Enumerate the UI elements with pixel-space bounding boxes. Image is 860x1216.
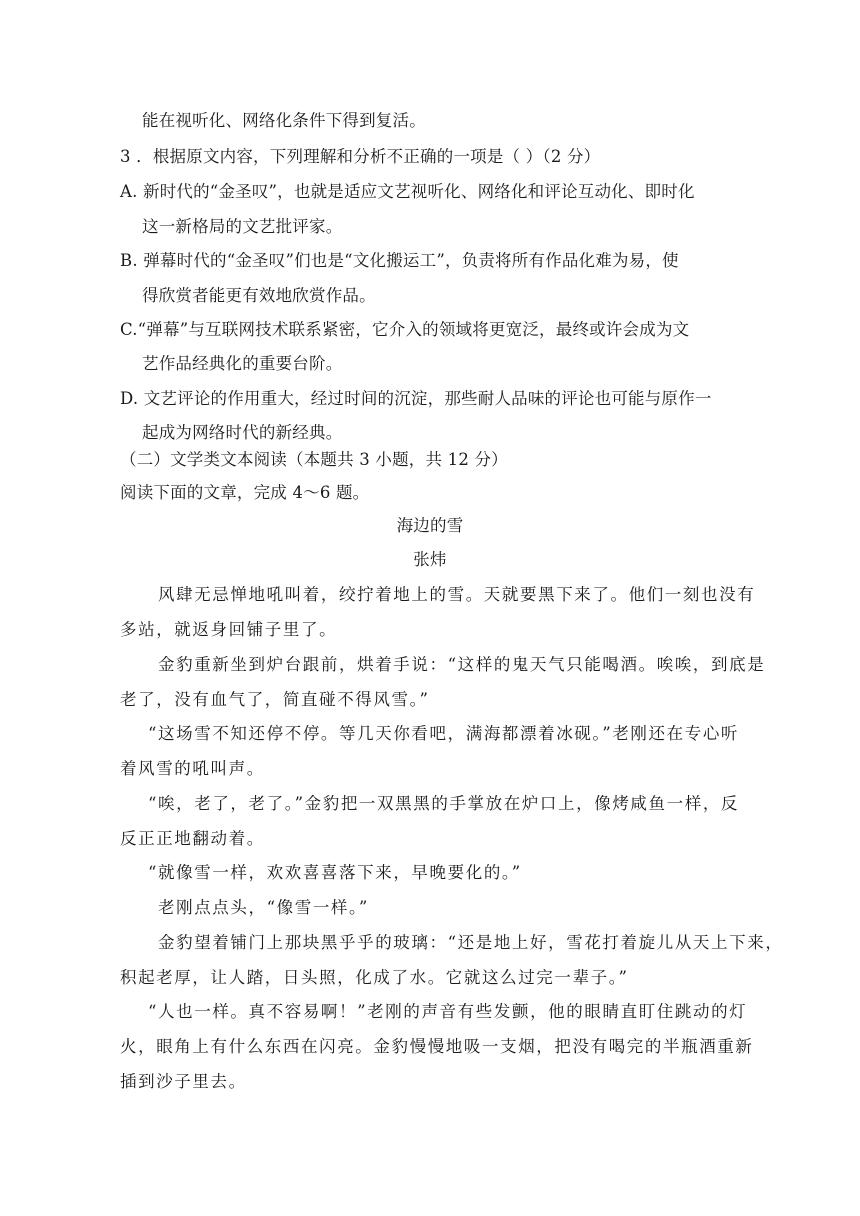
story-paragraph-line: 老了，没有血气了，简直碰不得风雪。” [120, 690, 430, 709]
story-paragraph-line: 风肆无忌惮地吼叫着，绞拧着地上的雪。天就要黑下来了。他们一刻也没有 [158, 585, 756, 604]
text-line: 能在视听化、网络化条件下得到复活。 [142, 111, 426, 130]
story-title: 海边的雪 [396, 516, 464, 535]
story-paragraph-line: “这场雪不知还停不停。等几天你看吧，满海都漂着冰砚。”老刚还在专心听 [148, 724, 740, 743]
story-paragraph-line: 老刚点点头，“像雪一样。” [158, 898, 369, 917]
story-paragraph-line: 火，眼角上有什么东西在闪亮。金豹慢慢地吸一支烟，把没有喝完的半瓶酒重新 [120, 1037, 754, 1056]
story-paragraph-line: “人也一样。真不容易啊！”老刚的声音有些发颤，他的眼睛直盯住跳动的灯 [148, 1002, 748, 1021]
story-author: 张炜 [413, 550, 447, 569]
option-b-line-1: B. 弹幕时代的“金圣叹”们也是“文化搬运工”，负责将所有作品化难为易，使 [120, 251, 679, 270]
story-paragraph-line: 多站，就返身回铺子里了。 [120, 620, 338, 639]
option-d-line-2: 起成为网络时代的新经典。 [142, 423, 343, 442]
option-d-line-1: D. 文艺评论的作用重大，经过时间的沉淀，那些耐人品味的评论也可能与原作一 [120, 389, 712, 408]
story-paragraph-line: “唉，老了，老了。”金豹把一双黑黑的手掌放在炉口上，像烤咸鱼一样，反 [148, 794, 740, 813]
option-c-line-1: C.“弹幕”与互联网技术联系紧密，它介入的领域将更宽泛，最终或许会成为文 [120, 320, 690, 339]
option-c-line-2: 艺作品经典化的重要台阶。 [142, 354, 343, 373]
story-paragraph-line: 着风雪的吼叫声。 [120, 759, 265, 778]
story-paragraph-line: “就像雪一样，欢欢喜喜落下来，早晚要化的。” [148, 863, 522, 882]
question-3-stem: 3 ．根据原文内容，下列理解和分析不正确的一项是（ ）（2 分） [120, 147, 601, 166]
option-b-line-2: 得欣赏者能更有效地欣赏作品。 [142, 286, 376, 305]
story-paragraph-line: 积起老厚，让人踏，日头照，化成了水。它就这么过完一辈子。” [120, 968, 629, 987]
reading-instruction: 阅读下面的文章，完成 4～6 题。 [120, 483, 370, 502]
story-paragraph-line: 金豹望着铺门上那块黑乎乎的玻璃：“还是地上好，雪花打着旋儿从天上下来， [158, 933, 784, 952]
story-paragraph-line: 反正正地翻动着。 [120, 829, 265, 848]
option-a-line-2: 这一新格局的文艺批评家。 [142, 217, 343, 236]
story-paragraph-line: 插到沙子里去。 [120, 1072, 247, 1091]
story-paragraph-line: 金豹重新坐到炉台跟前，烘着手说：“这样的鬼天气只能喝酒。唉唉，到底是 [158, 655, 766, 674]
section-heading: （二）文学类文本阅读（本题共 3 小题，共 12 分） [120, 450, 508, 469]
option-a-line-1: A. 新时代的“金圣叹”，也就是适应文艺视听化、网络化和评论互动化、即时化 [120, 182, 695, 201]
